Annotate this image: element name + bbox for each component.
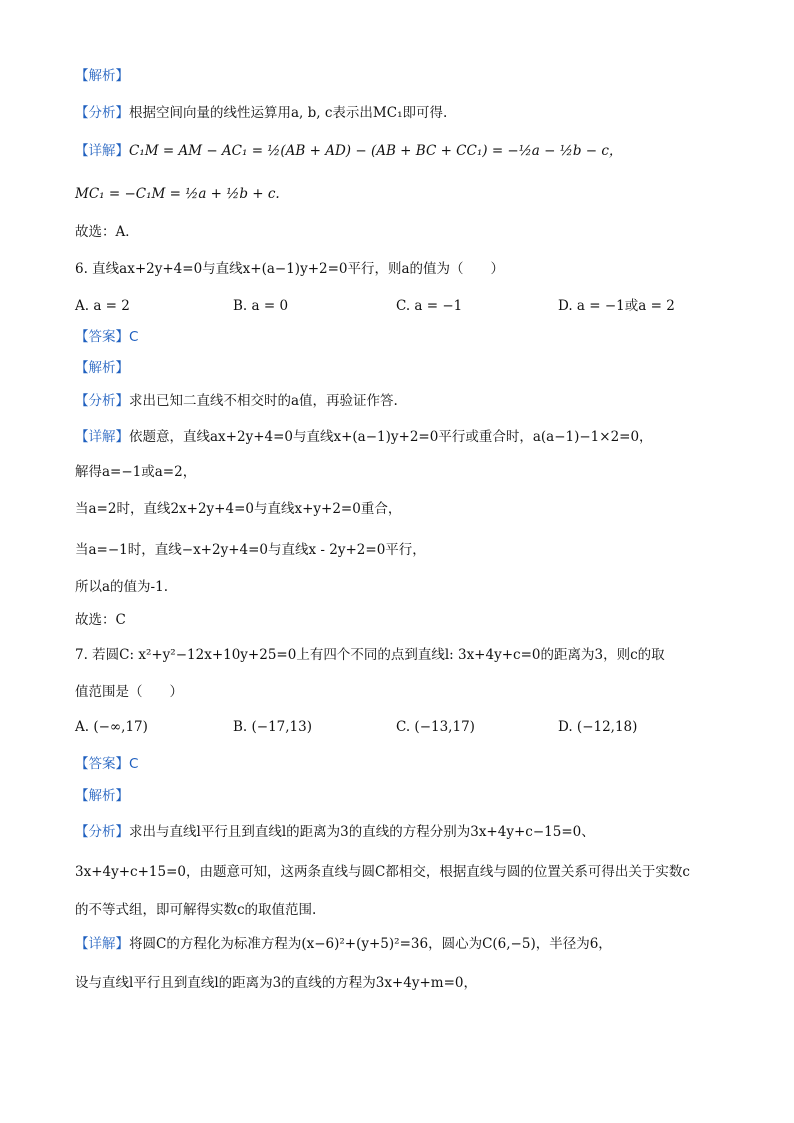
q7-fenxi-line-1 (75, 822, 595, 842)
q6-fenxi-line (75, 391, 398, 411)
q7-fenxi-line-2: 3x+4y+c+15=0，由题意可知，这两条直线与圆C都相交，根据直线与圆的位置关系可得出关于实数c (75, 864, 690, 880)
q7-fenxi-tag: 【分析】 (75, 824, 129, 840)
analysis-heading: 【解析】 (75, 68, 129, 84)
q7-option-c: C. (−13,17) (396, 719, 475, 735)
q6-detail-text-1: 依题意，直线ax+2y+4=0与直线x+(a−1)y+2=0平行或重合时，a(a−1)−1×2=0， (129, 429, 653, 445)
q7-fenxi-text-1: 求出与直线l平行且到直线l的距离为3的直线的方程分别为3x+4y+c−15=0、 (129, 824, 595, 840)
q7-fenxi-line-3: 的不等式组，即可解得实数c的取值范围. (75, 902, 317, 918)
fenxi-tag: 【分析】 (75, 105, 129, 121)
q7-xiangjie-tag: 【详解】 (75, 936, 129, 952)
q6-xiangjie-tag: 【详解】 (75, 429, 129, 445)
detail-line-2 (75, 184, 280, 204)
q7-option-b: B. (−17,13) (233, 719, 312, 735)
q7-answer: 【答案】C (75, 756, 139, 772)
q6-fenxi-text: 求出已知二直线不相交时的a值，再验证作答. (129, 393, 398, 409)
q6-detail-line-4: 当a=−1时，直线−x+2y+4=0与直线x - 2y+2=0平行， (75, 542, 426, 558)
q6-option-c: C. a = −1 (396, 298, 463, 314)
q6-option-d: D. a = −1或a = 2 (558, 298, 675, 314)
q6-detail-line-5: 所以a的值为-1. (75, 579, 168, 595)
q6-fenxi-tag: 【分析】 (75, 393, 129, 409)
q7-option-d: D. (−12,18) (558, 719, 638, 735)
xiangjie-tag: 【详解】 (75, 143, 129, 159)
detail-line-1 (75, 141, 622, 161)
choice-a-line: 故选：A． (75, 224, 139, 240)
analysis-line (75, 103, 447, 123)
detail-formula-1: C₁M = AM − AC₁ = ½(AB + AD) − (AB + BC + CC₁) = −½a − ½b − c， (129, 143, 623, 159)
question-7-line-1: 7. 若圆C: x²+y²−12x+10y+25=0上有四个不同的点到直线l: 3x+4y+c=0的距离为3，则c的取 (75, 647, 665, 663)
fenxi-text: 根据空间向量的线性运算用a, b, c表示出MC₁即可得. (129, 105, 448, 121)
q6-answer: 【答案】C (75, 329, 139, 345)
q6-option-a: A. a = 2 (75, 298, 130, 314)
question-7-line-2: 值范围是（ ） (75, 684, 183, 700)
detail-formula-2: MC₁ = −C₁M = ½a + ½b + c. (75, 186, 280, 202)
q7-detail-line-2: 设与直线l平行且到直线l的距离为3的直线的方程为3x+4y+m=0， (75, 975, 477, 991)
q7-jiexi: 【解析】 (75, 788, 129, 804)
q6-detail-line-3: 当a=2时，直线2x+2y+4=0与直线x+y+2=0重合， (75, 501, 402, 517)
q6-option-b: B. a = 0 (233, 298, 289, 314)
q7-detail-text-1: 将圆C的方程化为标准方程为(x−6)²+(y+5)²=36，圆心为C(6,−5)，半径为6， (129, 936, 612, 952)
q7-option-a: A. (−∞,17) (75, 719, 148, 735)
question-6: 6. 直线ax+2y+4=0与直线x+(a−1)y+2=0平行，则a的值为（ ） (75, 261, 505, 277)
q6-jiexi: 【解析】 (75, 360, 129, 376)
q6-detail-line-2: 解得a=−1或a=2， (75, 464, 197, 480)
q7-detail-line-1 (75, 934, 612, 954)
q6-choice: 故选：C (75, 612, 126, 628)
q6-detail-line-1 (75, 427, 653, 447)
